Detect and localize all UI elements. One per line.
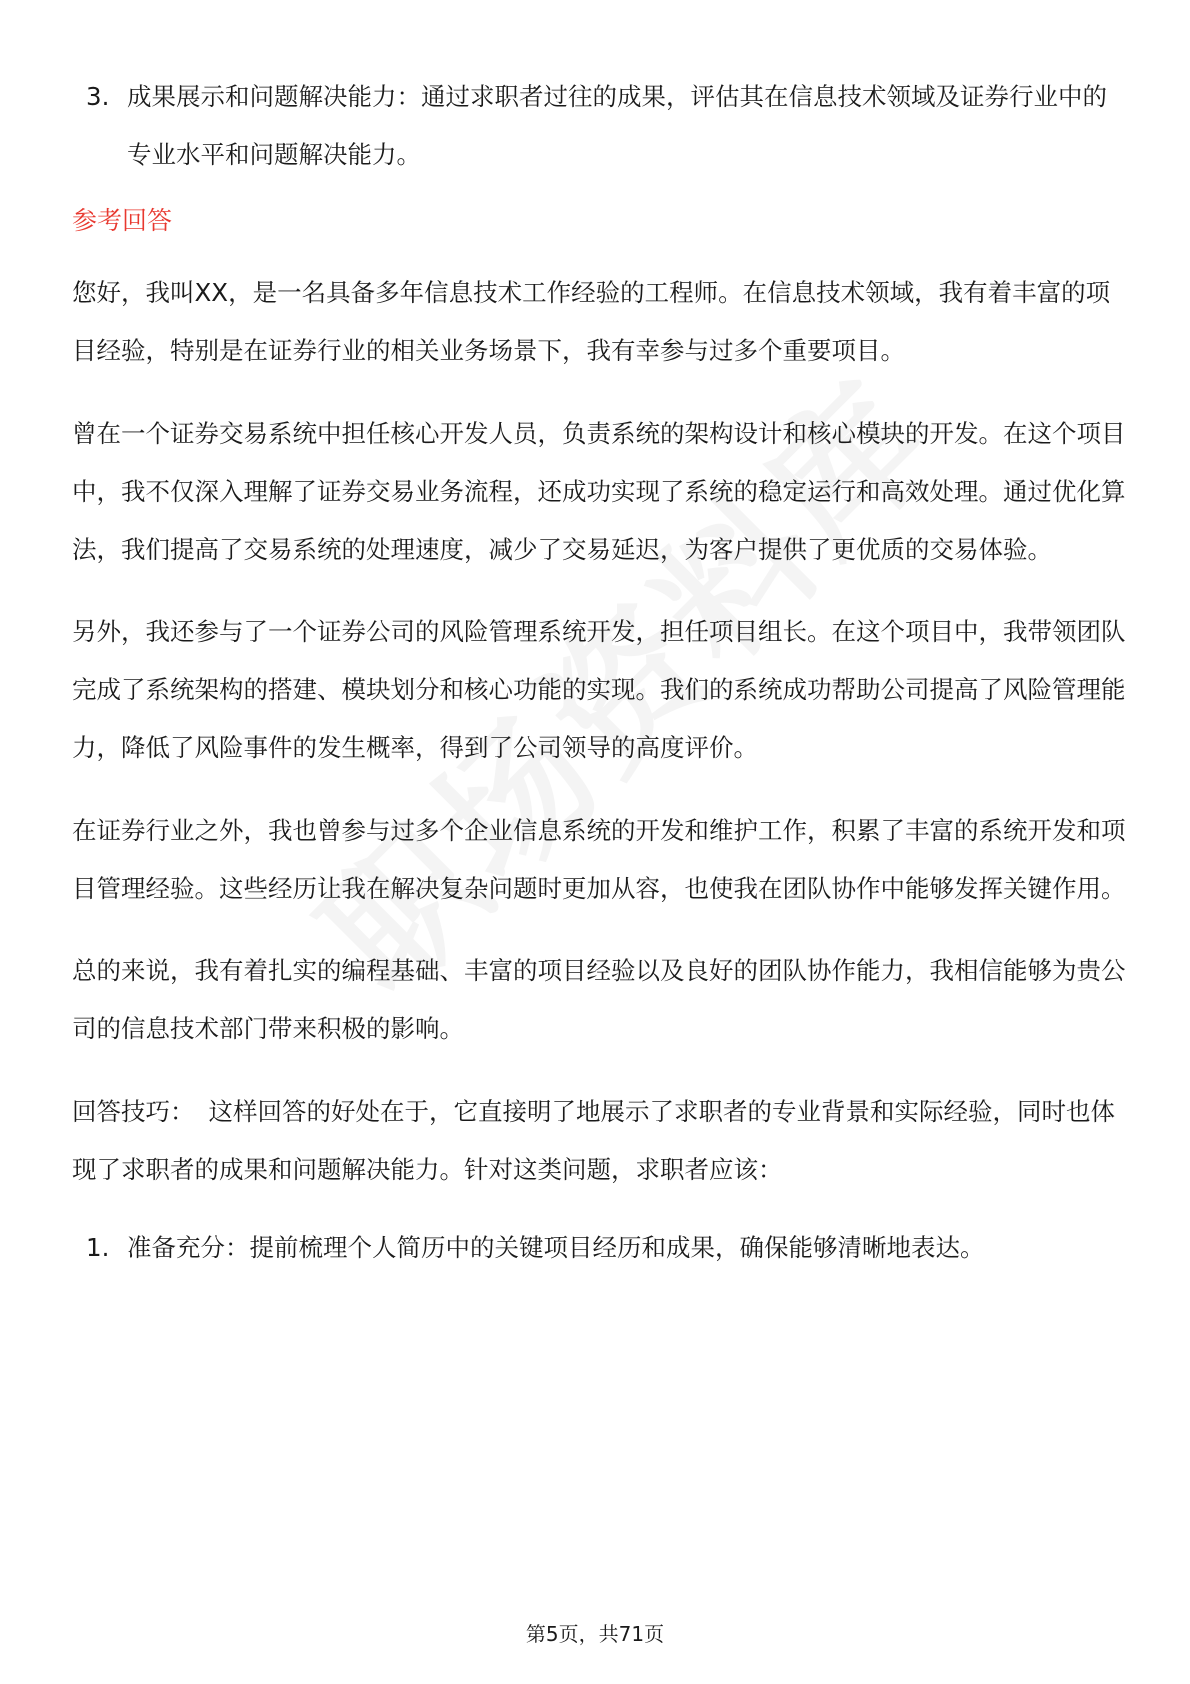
answer-tip-label: 回答技巧： [72, 1096, 195, 1126]
list-item [72, 68, 1127, 184]
answer-tip [72, 1083, 1127, 1199]
list-item-number: 3. [86, 82, 110, 111]
list-item-number: 1. [86, 1232, 110, 1262]
paragraph-other-experience: 在证券行业之外，我也曾参与过多个企业信息系统的开发和维护工作，积累了丰富的系统开发和项目管理经验。这些经历让我在解决复杂问题时更加从容，也使我在团队协作中能够发挥关键作用。 [72, 815, 1126, 903]
section-heading: 参考回答 [72, 206, 173, 235]
list-item-text: 成果展示和问题解决能力：通过求职者过往的成果，评估其在信息技术领域及证券行业中的专业水平和问题解决能力。 [127, 82, 1107, 169]
page-number: 第5页，共71页 [525, 1622, 665, 1646]
list-item [72, 1219, 1127, 1277]
list-item-text: 准备充分：提前梳理个人简历中的关键项目经历和成果，确保能够清晰地表达。 [127, 1232, 985, 1262]
page-content [72, 68, 1127, 1277]
paragraph-summary: 总的来说，我有着扎实的编程基础、丰富的项目经验以及良好的团队协作能力，我相信能够为贵公司的信息技术部门带来积极的影响。 [72, 956, 1126, 1043]
answer-tip-text: 这样回答的好处在于，它直接明了地展示了求职者的专业背景和实际经验，同时也体现了求职者的成果和问题解决能力。针对这类问题，求职者应该： [72, 1096, 1115, 1184]
paragraph-risk-system: 另外，我还参与了一个证券公司的风险管理系统开发，担任项目组长。在这个项目中，我带领团队完成了系统架构的搭建、模块划分和核心功能的实现。我们的系统成功帮助公司提高了风险管理能力，降低了风险事件的发生概率，得到了公司领导的高度评价。 [72, 617, 1126, 762]
paragraph-intro: 您好，我叫XX，是一名具备多年信息技术工作经验的工程师。在信息技术领域，我有着丰富的项目经验，特别是在证券行业的相关业务场景下，我有幸参与过多个重要项目。 [72, 278, 1111, 365]
paragraph-trading-system: 曾在一个证券交易系统中担任核心开发人员，负责系统的架构设计和核心模块的开发。在这个项目中，我不仅深入理解了证券交易业务流程，还成功实现了系统的稳定运行和高效处理。通过优化算法，我们提高了交易系统的处理速度，减少了交易延迟，为客户提供了更优质的交易体验。 [72, 418, 1126, 564]
